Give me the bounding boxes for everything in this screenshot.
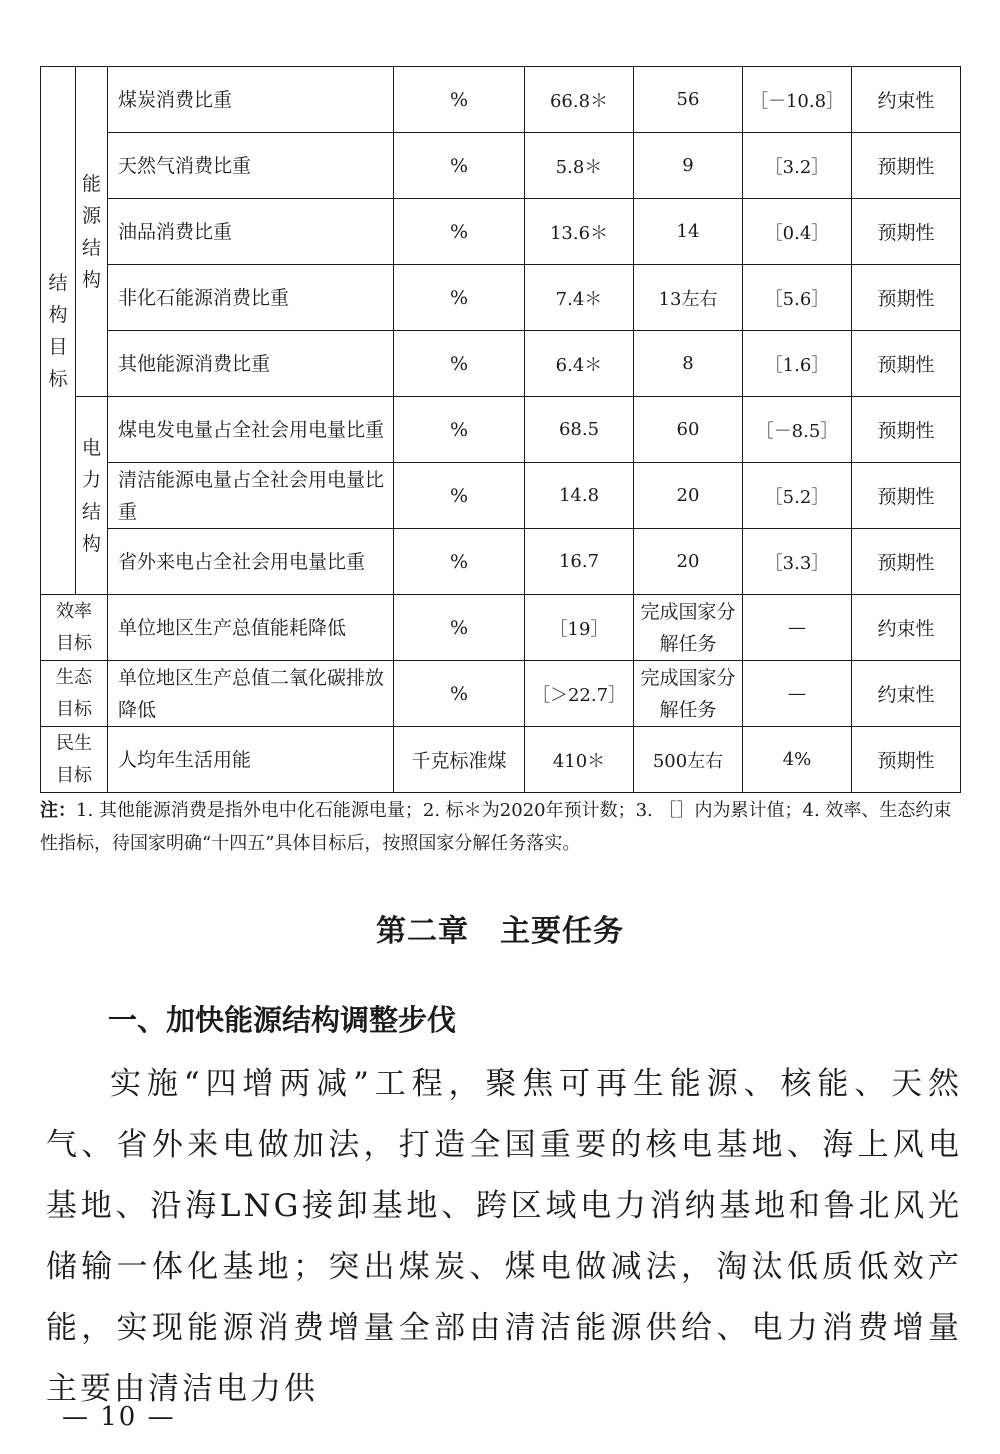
- metric-change: 4%: [743, 727, 852, 793]
- metric-name: 单位地区生产总值能耗降低: [108, 595, 394, 661]
- metric-name: 单位地区生产总值二氧化碳排放降低: [108, 661, 394, 727]
- metric-nature: 预期性: [852, 133, 961, 199]
- table-row: [41, 595, 961, 661]
- metric-base: 16.7: [525, 529, 634, 595]
- table-row: [41, 67, 961, 133]
- metric-nature: 预期性: [852, 397, 961, 463]
- metric-nature: 约束性: [852, 595, 961, 661]
- metric-base: 14.8: [525, 463, 634, 529]
- metric-base: 68.5: [525, 397, 634, 463]
- metric-nature: 预期性: [852, 199, 961, 265]
- metric-target: 56: [634, 67, 743, 133]
- metric-nature: 预期性: [852, 331, 961, 397]
- metric-target: 500左右: [634, 727, 743, 793]
- targets-table: [40, 66, 961, 793]
- metric-target: 13左右: [634, 265, 743, 331]
- metric-nature: 预期性: [852, 265, 961, 331]
- metric-change: ［－8.5］: [743, 397, 852, 463]
- table-row: [41, 331, 961, 397]
- category-livelihood: 民生 目标: [41, 727, 108, 793]
- metric-unit: %: [394, 133, 525, 199]
- category-power-structure: 电力结构: [76, 397, 108, 595]
- metric-unit: %: [394, 331, 525, 397]
- category-structure: [41, 67, 76, 595]
- metric-target: 8: [634, 331, 743, 397]
- body-paragraph: 实施“四增两减”工程，聚焦可再生能源、核能、天然气、省外来电做加法，打造全国重要的核电基地、海上风电基地、沿海LNG接卸基地、跨区域电力消纳基地和鲁北风光储输一体化基地；突出煤炭、煤电做减法，淘汰低质低效产能，实现能源消费增量全部由清洁能源供给、电力消费增量主要由清洁电力供: [46, 1066, 962, 1407]
- metric-nature: 预期性: [852, 463, 961, 529]
- table-row: [41, 529, 961, 595]
- metric-unit: %: [394, 397, 525, 463]
- metric-change: ［1.6］: [743, 331, 852, 397]
- metric-target: 20: [634, 529, 743, 595]
- metric-nature: 预期性: [852, 529, 961, 595]
- metric-target: 60: [634, 397, 743, 463]
- note-text: 1. 其他能源消费是指外电中化石能源电量；2. 标＊为2020年预计数；3. ［］内为累计值；4. 效率、生态约束性指标，待国家明确“十四五”具体目标后，按照国家分解任务落实。: [40, 800, 952, 854]
- metric-base: 6.4＊: [525, 331, 634, 397]
- metric-nature: 约束性: [852, 661, 961, 727]
- metric-change: —: [743, 595, 852, 661]
- metric-change: —: [743, 661, 852, 727]
- table-row: [41, 133, 961, 199]
- page-number: — 10 —: [62, 1402, 176, 1432]
- metric-unit: %: [394, 661, 525, 727]
- metric-unit: %: [394, 463, 525, 529]
- note-label: 注：: [40, 800, 76, 821]
- metric-change: ［3.3］: [743, 529, 852, 595]
- metric-nature: 约束性: [852, 67, 961, 133]
- metric-base: ［＞22.7］: [525, 661, 634, 727]
- metric-unit: 千克标准煤: [394, 727, 525, 793]
- table-row: [41, 397, 961, 463]
- metric-nature: 预期性: [852, 727, 961, 793]
- metric-base: ［19］: [525, 595, 634, 661]
- metric-change: ［5.2］: [743, 463, 852, 529]
- metric-unit: %: [394, 595, 525, 661]
- category-efficiency: 效率 目标: [41, 595, 108, 661]
- category-text: 结构目标: [48, 271, 68, 390]
- category-energy-structure: 能源结构: [76, 67, 108, 397]
- metric-name: 其他能源消费比重: [108, 331, 394, 397]
- metric-name: 非化石能源消费比重: [108, 265, 394, 331]
- metric-name: 煤电发电量占全社会用电量比重: [108, 397, 394, 463]
- metric-name: 油品消费比重: [108, 199, 394, 265]
- metric-name: 人均年生活用能: [108, 727, 394, 793]
- metric-target: 9: [634, 133, 743, 199]
- table-row: [41, 265, 961, 331]
- metric-change: ［3.2］: [743, 133, 852, 199]
- category-ecology: 生态 目标: [41, 661, 108, 727]
- metric-target: 14: [634, 199, 743, 265]
- metric-unit: %: [394, 67, 525, 133]
- metric-base: 5.8＊: [525, 133, 634, 199]
- table-row: [41, 661, 961, 727]
- metric-unit: %: [394, 529, 525, 595]
- metric-name: 天然气消费比重: [108, 133, 394, 199]
- metric-target: 完成国家分解任务: [634, 661, 743, 727]
- metric-name: 清洁能源电量占全社会用电量比重: [108, 463, 394, 529]
- metric-target: 20: [634, 463, 743, 529]
- metric-name: 煤炭消费比重: [108, 67, 394, 133]
- chapter-title: 第二章 主要任务: [376, 914, 624, 949]
- metric-base: 66.8＊: [525, 67, 634, 133]
- metric-change: ［5.6］: [743, 265, 852, 331]
- table-row: [41, 727, 961, 793]
- metric-name: 省外来电占全社会用电量比重: [108, 529, 394, 595]
- metric-base: 410＊: [525, 727, 634, 793]
- metric-base: 7.4＊: [525, 265, 634, 331]
- table-row: [41, 199, 961, 265]
- table-row: [41, 463, 961, 529]
- section-heading: 一、加快能源结构调整步伐: [108, 1003, 457, 1037]
- metric-base: 13.6＊: [525, 199, 634, 265]
- metric-change: ［－10.8］: [743, 67, 852, 133]
- metric-change: ［0.4］: [743, 199, 852, 265]
- table-note: [40, 794, 965, 860]
- metric-unit: %: [394, 199, 525, 265]
- metric-unit: %: [394, 265, 525, 331]
- metric-target: 完成国家分解任务: [634, 595, 743, 661]
